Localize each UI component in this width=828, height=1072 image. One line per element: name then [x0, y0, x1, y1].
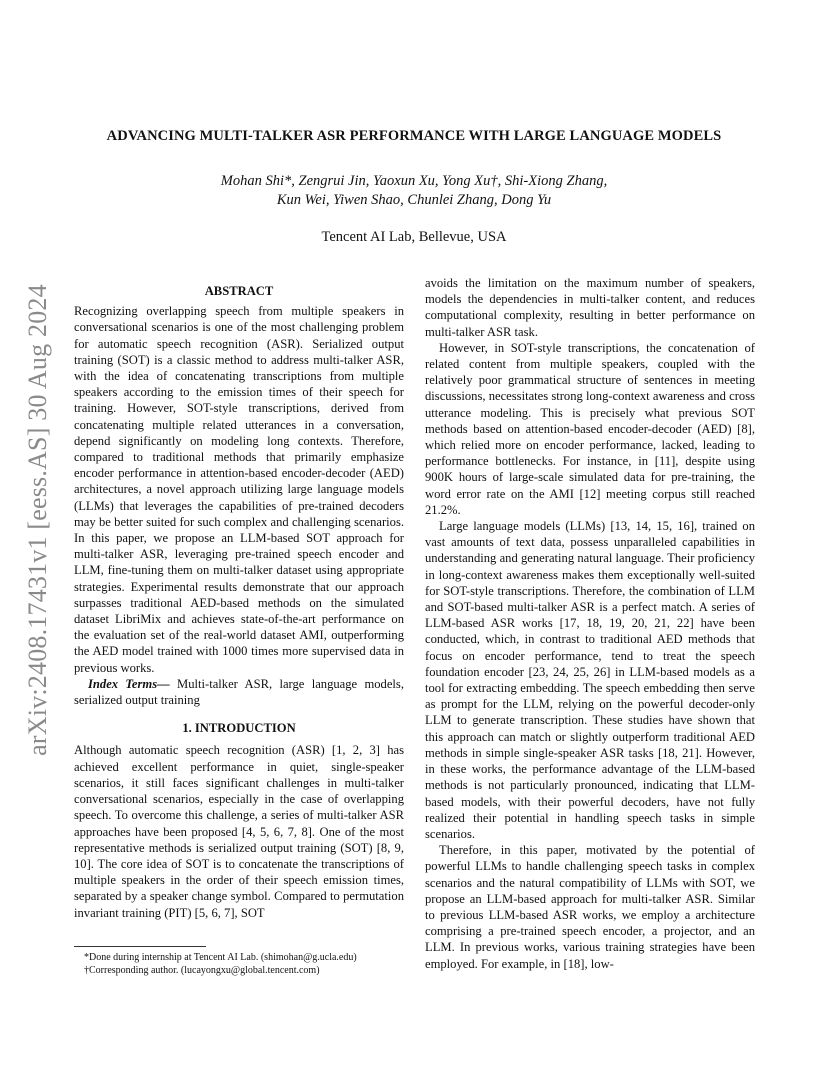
- footnote-2: †Corresponding author. (lucayongxu@global.tencent.com): [84, 964, 320, 976]
- authors-line-1: Mohan Shi*, Zengrui Jin, Yaoxun Xu, Yong Xu†, Shi-Xiong Zhang,: [220, 173, 608, 189]
- index-terms: [74, 676, 404, 708]
- right-paragraph-3: Large language models (LLMs) [13, 14, 15, 16], trained on vast amounts of text data, possess unparalleled capabilities in understanding and generating natural language. Their proficiency in long-context awareness makes them exceptionally well-suited for SOT-style transcriptions. Therefore, the combination of LLM and SOT-based multi-talker ASR is a perfect match. A series of LLM-based ASR works [17, 18, 19, 20, 21, 22] have been conducted, which, in contrast to traditional AED methods that focus on encoder performance, tend to treat the speech foundation encoder [23, 24, 25, 26] in LLM-based models as a tool for extracting embedding. The speech embedding then serve as prompt for the LLM, relying on the powerful decoder-only LLM to generate transcription. These studies have shown that this approach can match or slightly outperform traditional AED methods in simple single-speaker ASR tasks [18, 21]. However, in these works, the performance advantage of the LLM-based methods is not particularly pronounced, indicating that LLM-based models, with their powerful decoders, have not fully realized their potential in handling speech tasks in simple scenarios.: [425, 519, 755, 841]
- abstract-heading: ABSTRACT: [204, 284, 274, 298]
- footnotes: [74, 946, 404, 977]
- right-paragraph-1: avoids the limitation on the maximum number of speakers, models the dependencies in multi-talker content, and reduces computational complexity, resulting in better performance on multi-talker ASR task.: [425, 276, 755, 339]
- affiliation: Tencent AI Lab, Bellevue, USA: [321, 229, 507, 245]
- footnote-1: *Done during internship at Tencent AI Lab. (shimohan@g.ucla.edu): [84, 952, 357, 963]
- footnote-rule: [74, 946, 206, 947]
- authors-line-2: Kun Wei, Yiwen Shao, Chunlei Zhang, Dong Yu: [276, 192, 552, 208]
- arxiv-stamp-text: arXiv:2408.17431v1 [eess.AS] 30 Aug 2024: [23, 284, 53, 756]
- index-terms-text: Multi-talker ASR, large language models, serialized output training: [74, 676, 404, 708]
- index-terms-label: Index Terms—: [88, 676, 170, 691]
- abstract-text: Recognizing overlapping speech from multiple speakers in conversational scenarios is one of the most challenging problem for automatic speech recognition (ASR). Serialized output training (SOT) is a classic method to address multi-talker ASR, with the idea of concatenating transcriptions from multiple speakers according to the emission times of their speech for training. However, SOT-style transcriptions, derived from concatenating multiple related utterances in a conversation, depend significantly on modeling long contexts. Therefore, compared to traditional methods that primarily emphasize encoder performance in attention-based encoder-decoder (AED) architectures, a novel approach utilizing large language models (LLMs) that leverages the capabilities of pre-trained decoders may be better suited for such complex and challenging scenarios. In this paper, we propose an LLM-based SOT approach for multi-talker ASR, leveraging pre-trained speech encoder and LLM, fine-tuning them on multi-talker dataset using appropriate strategies. Experimental results demonstrate that our approach surpasses traditional AED-based methods on the simulated dataset LibriMix and achieves state-of-the-art performance on the evaluation set of the real-world dataset AMI, outperforming the AED model trained with 1000 times more supervised data in previous works.: [74, 304, 404, 675]
- paper-title: ADVANCING MULTI-TALKER ASR PERFORMANCE WITH LARGE LANGUAGE MODELS: [106, 128, 722, 144]
- arxiv-stamp: [18, 270, 58, 770]
- left-column: [74, 283, 404, 921]
- intro-paragraph-1: Although automatic speech recognition (ASR) [1, 2, 3] has achieved excellent performance in quiet, single-speaker scenarios, it still faces significant challenges in multi-talker conversational scenarios, especially in the case of overlapping speech. To overcome this challenge, a series of multi-talker ASR approaches have been proposed [4, 5, 6, 7, 8]. One of the most representative methods is serialized output training (SOT) [8, 9, 10]. The core idea of SOT is to concatenate the transcriptions of multiple speakers in the order of their speech emission times, separated by a speaker change symbol. Compared to permutation invariant training (PIT) [5, 6, 7], SOT: [74, 743, 404, 920]
- right-column: [425, 275, 755, 972]
- introduction-heading: 1. INTRODUCTION: [182, 721, 296, 736]
- authors: [0, 172, 828, 210]
- right-paragraph-2: However, in SOT-style transcriptions, the concatenation of related content from multiple speakers, coupled with the relatively poor grammatical structure of sentences in meeting discussions, necessitates strong long-context awareness and cross utterance modeling. This is precisely what previous SOT methods based on attention-based encoder-decoder (AED) [8], which relied more on encoder performance, lacked, leading to performance bottlenecks. For instance, in [11], despite using 900K hours of large-scale simulated data for pre-training, the word error rate on the AMI [12] meeting corpus still reached 21.2%.: [425, 340, 755, 517]
- right-paragraph-4: Therefore, in this paper, motivated by the potential of powerful LLMs to handle challenging speech tasks in complex scenarios and the natural compatibility of LLMs with SOT, we propose an LLM-based approach for multi-talker ASR. Similar to previous LLM-based ASR works, we employ a architecture comprising a pre-trained speech encoder, a projector, and an LLM. In previous works, various training strategies have been employed. For example, in [18], low-: [425, 843, 755, 971]
